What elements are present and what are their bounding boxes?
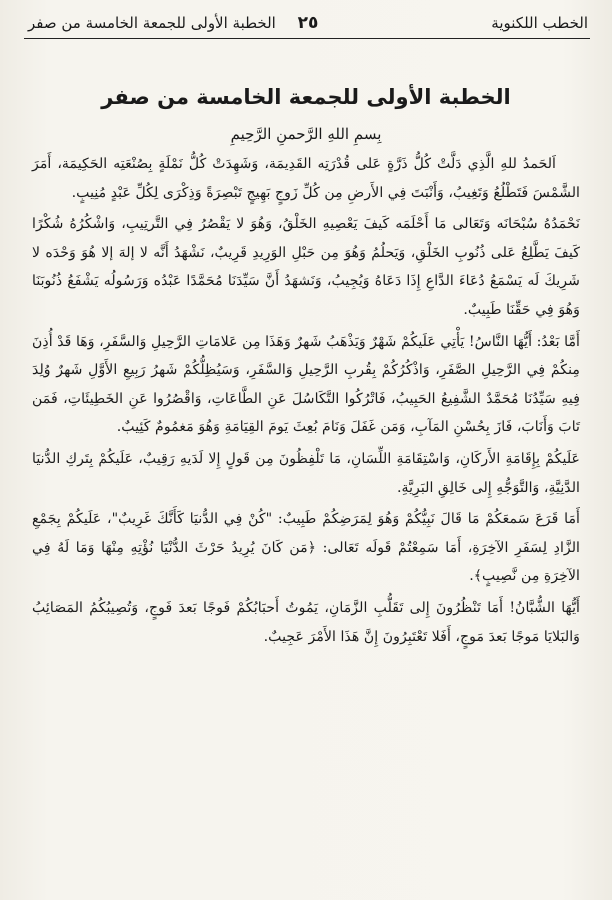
paragraph-hadith: أَمَا قَرَعَ سَمعَكُمْ مَا قَالَ نَبِيُّكُمْ وَهُوَ لِمَرَضِكُمْ طَبِيبٌ: "كُنْ فِي الدُّنيَا كَأَنَّكَ غَرِيبٌ"، عَلَيكُمْ بِجَمْعِ الزَّادِ لِسَفَرِ الآخِرَةِ، أَمَا سَمِعْتُمْ قَولَه تَعَالى: ﴿مَن كَانَ يُرِيدُ حَرْثَ الدُّنْيَا نُؤْتِهِ مِنْهَا وَمَا لَهُ فِي الآخِرَةِ مِن نَّصِيبٍ﴾. bbox=[32, 511, 580, 585]
paragraph-praise: اَلحَمدُ للهِ الَّذِي دَلَّتْ كُلُّ ذَرَّةٍ عَلى قُدْرَتِه القَدِيمَة، وَشَهِدَتْ كُلُّ نَمْلَةٍ بِصُنْعَتِه الحَكِيمَة، أَمَرَ الشَّمْسَ فَتَطْلُعُ وَتَغِيبُ، وَأَنْبَتَ فِي الأَرضِ مِن كُلِّ زَوجٍ بَهِيجٍ تَبْصِرَةً وَذِكْرَى لِكُلِّ عَبْدٍ مُنِيبٍ. bbox=[32, 156, 580, 201]
basmala: بِسمِ اللهِ الرَّحمنِ الرَّحِيمِ bbox=[230, 125, 382, 143]
sermon-body bbox=[32, 150, 580, 651]
paragraph-admonition: أَمَّا بَعْدُ: أَيُّهَا النَّاسُ! يَأْتِي عَلَيكُمْ شَهْرٌ وَيَذْهَبُ شَهرٌ وَهَذَا مِن عَلامَاتِ الرَّحِيلِ وَالسَّفَرِ، وَهَا قَدْ أُذِنَ مِنكُمْ فِي الرَّحِيلِ الصَّفَرِ، وَاذْكُرُكُمْ بِقُربِ الرَّحِيلِ وَالسَّفَرِ، وَسَيُظِلُّكُمْ شَهرُ رَبِيعِ الأَوَّلِ شَهرٌ وُلِدَ فِيهِ سَيِّدُنَا مُحَمَّدٌ الشَّفِيعُ الحَبِيبُ، فَاتْرُكُوا التَّكَاسُلَ عَنِ الطَّاعَاتِ، وَاقْصُرُوا عَنِ الخَطِيئَاتِ، فَمَن تَابَ وَأَنَابَ، فَازَ بِحُسْنِ المَآبِ، وَمَن غَفَلَ وَنَامَ بُعِثَ يَومَ القِيَامَةِ وَهُوَ مَغمُومٌ كَئِيبٌ. bbox=[32, 333, 580, 436]
header-rule bbox=[24, 38, 590, 39]
paragraph-pillars: عَلَيكُمْ بِإِقَامَةِ الأَركَانِ، وَاسْتِقَامَةِ اللِّسَانِ، مَا تَلْفِظُونَ مِن قَولٍ إِلا لَدَيهِ رَقِيبٌ، عَلَيكُمْ بِتَركِ الدُّنيَا الدَّنِيَّةِ، وَالتَّوَجُّهِ إِلى خَالِقِ البَرِيَّةِ. bbox=[32, 450, 580, 496]
paragraph-youth: أَيُّهَا الشُّبَّانُ! أَمَا تَنْظُرُونَ إِلى تَقَلُّبِ الزَّمَانِ، يَمُوتُ أَحبَابُكُمْ فَوجًا بَعدَ فَوجٍ، وَتُصِيبُكُمُ المَصَائِبُ وَالبَلايَا مَوجًا بَعدَ مَوجٍ، أَفَلا تَعْتَبِرُونَ إِنَّ هَذَا الأَمْرَ عَجِيبٌ. bbox=[32, 599, 580, 645]
running-header bbox=[28, 10, 588, 36]
page-number: ٢٥ bbox=[297, 13, 319, 33]
running-sermon-title: الخطبة الأولى للجمعة الخامسة من صفر bbox=[28, 14, 276, 32]
book-title: الخطب اللكنوية bbox=[491, 14, 588, 32]
paragraph-testimony: نَحْمَدُهُ سُبْحَانَه وَتَعَالى مَا أَحْلَمَه كَيفَ يَعْصِيهِ الخَلْقُ، وَهُوَ لا يَقْصُرُ فِي التَّرتِيبِ، وَاشْكُرُهُ شُكْرًا كَيفَ يَطَّلِعُ عَلى ذُنُوبِ الخَلْقِ، وَيَحلُمُ وَهُوَ مِن حَبْلِ الوَرِيدِ قَرِيبٌ، نَشْهَدُ أَنَّه لا إلهَ إلا هُوَ وَحْدَه لا شَرِيكَ لَه يَسْمَعُ دُعَاءَ الدَّاعِ إِذَا دَعَاهُ وَيُجِيبُ، وَنَشهَدُ أَنَّ سَيِّدَنَا مُحَمَّدًا عَبْدُه وَرَسُولُه يَشْفَعُ ذُنُوبَنَا وَهُوَ فِي حَقِّنَا طَبِيبٌ. bbox=[32, 216, 580, 318]
sermon-title: الخطبة الأولى للجمعة الخامسة من صفر bbox=[101, 85, 511, 109]
